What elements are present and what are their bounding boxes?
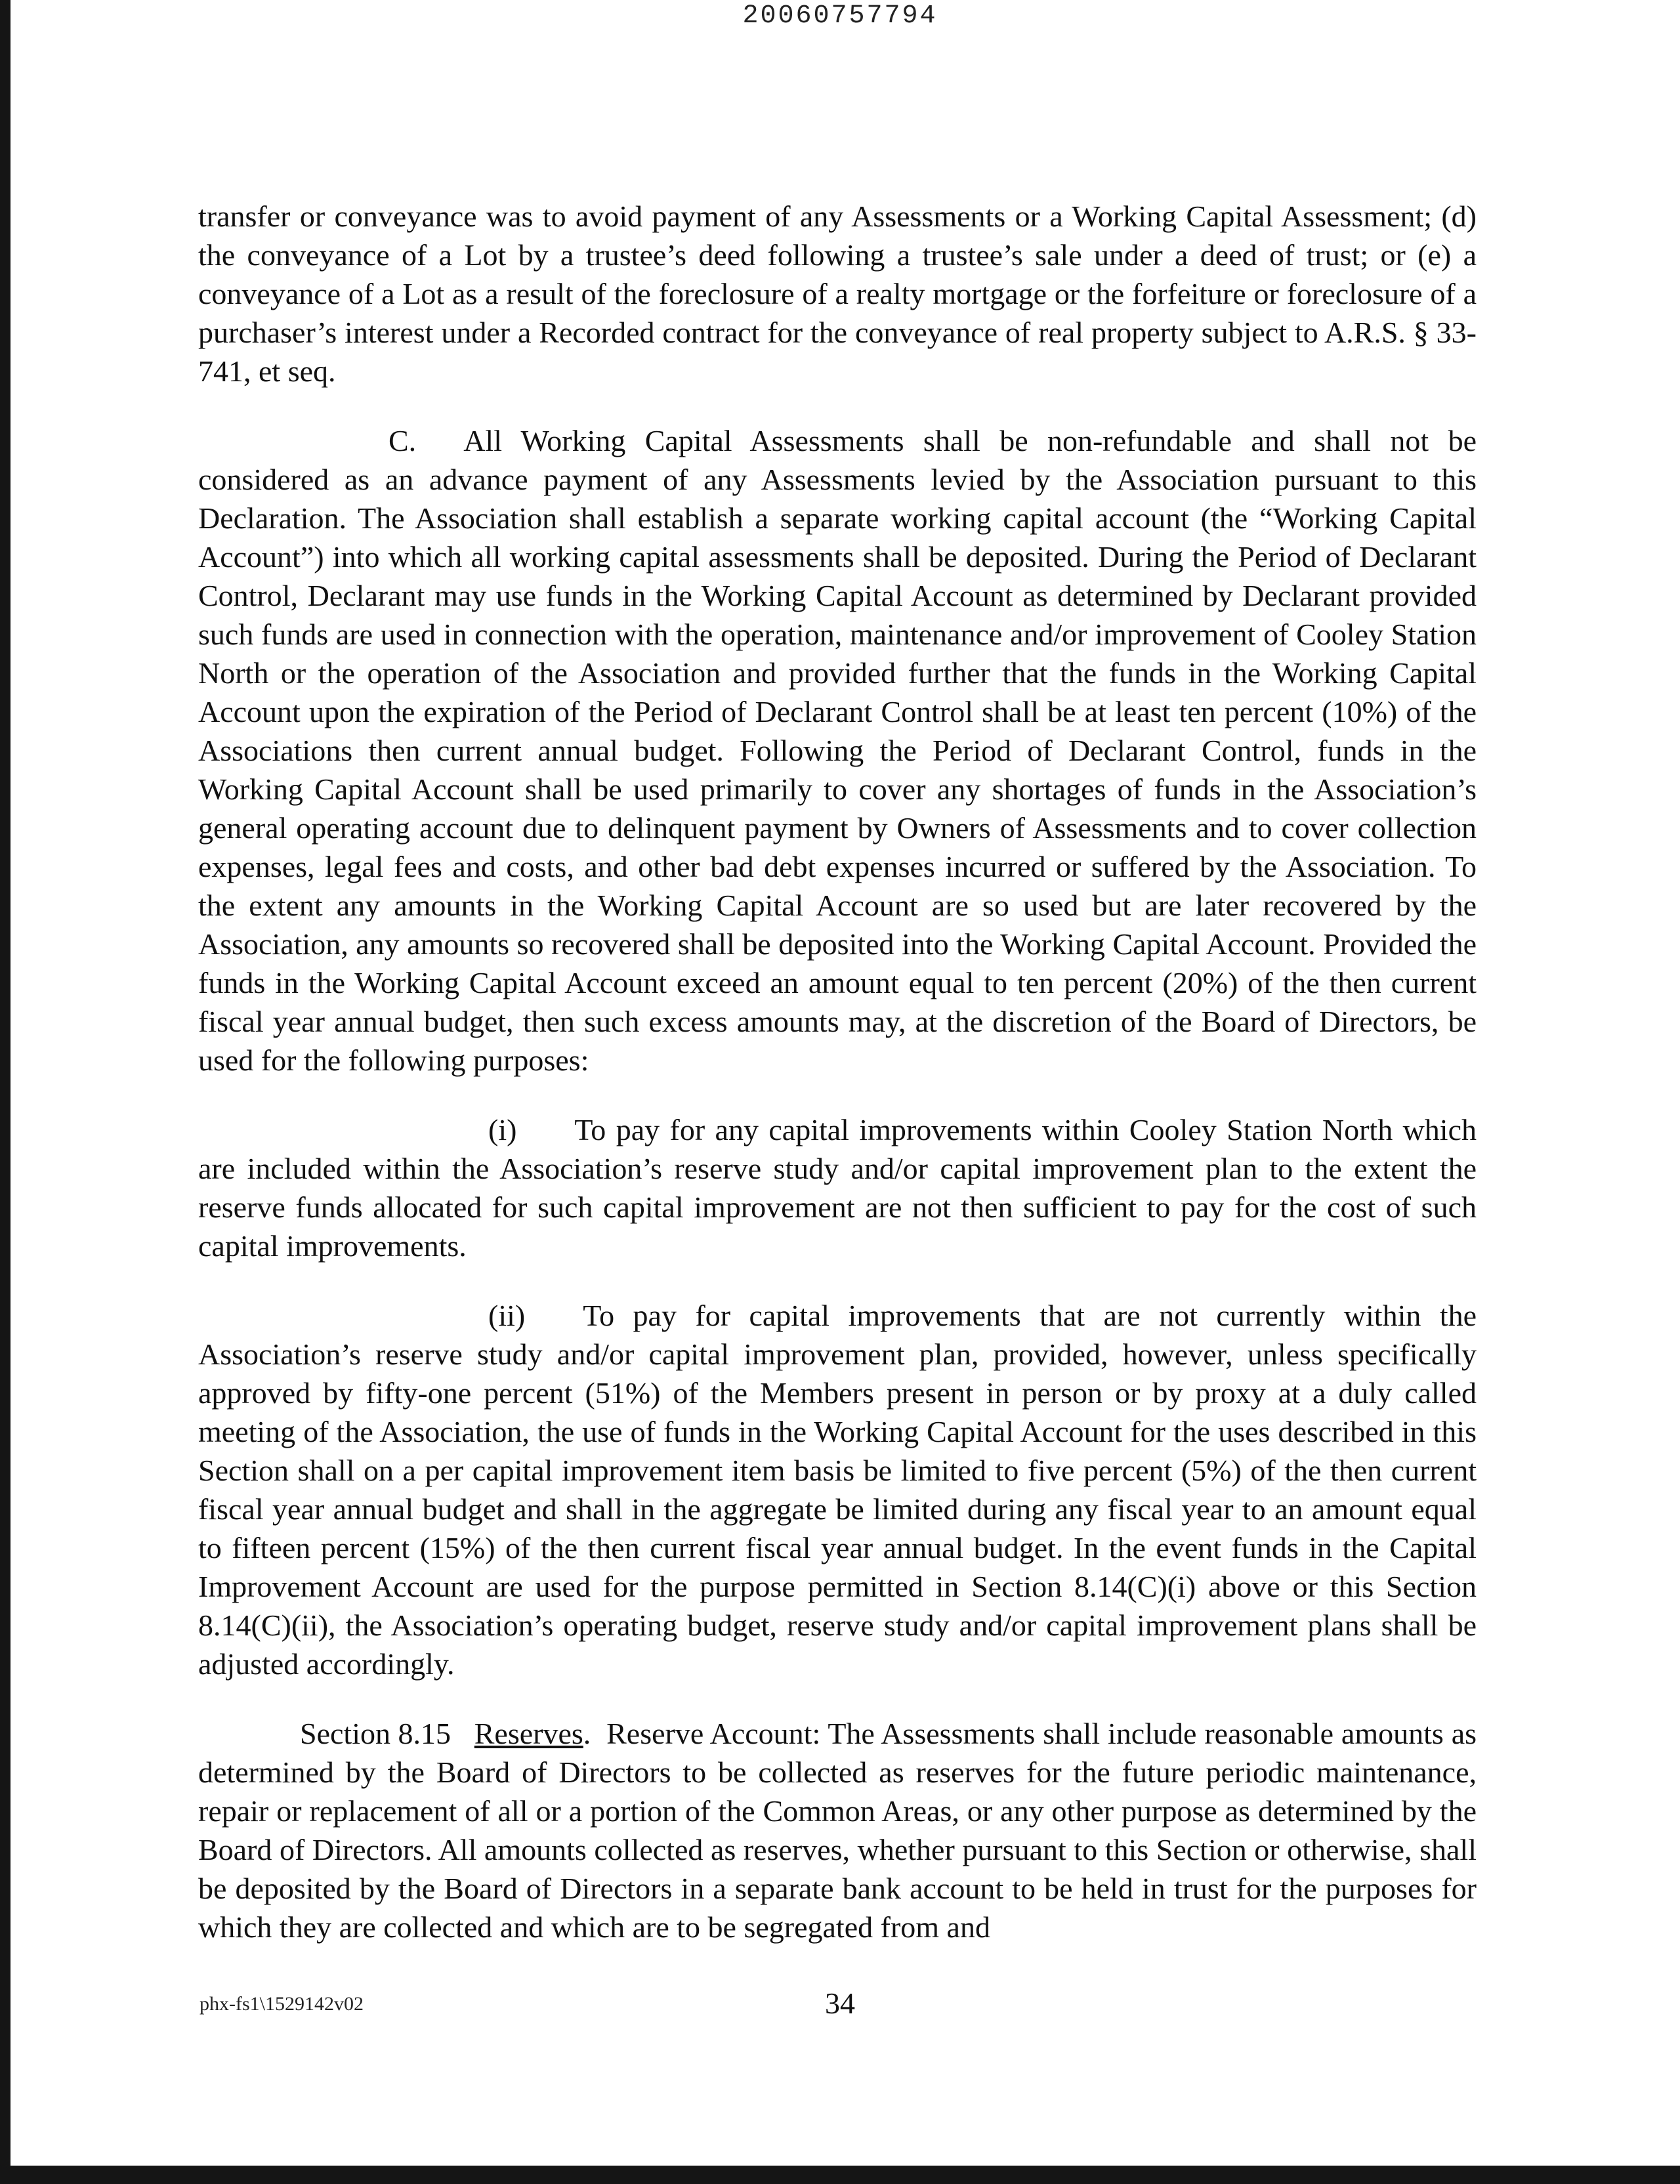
document-number: 20060757794 — [742, 1, 938, 31]
footer-file-id: phx-fs1\1529142v02 — [200, 1993, 364, 2015]
section-8-15-title: Reserves — [474, 1717, 583, 1750]
paragraph-c-text: All Working Capital Assessments shall be non-refundable and shall not be considered as an advance payment of any Assessments levied by the Association pursuant to this Declaration. The Association shall establish a separate working capital account (the “Working Capital Account”) into which all working capital assessments shall be deposited. During the Period of Declarant Control, Declarant may use funds in the Working Capital Account as determined by Declarant provided such funds are used in connection with the operation, maintenance and/or improvement of Cooley Station North or the operation of the Association and provided further that the funds in the Working Capital Account upon the expiration of the Period of Declarant Control shall be at least ten percent (10%) of the Associations then current annual budget. Following the Period of Declarant Control, funds in the Working Capital Account shall be used primarily to cover any shortages of funds in the Association’s general operating account due to delinquent payment by Owners of Assessments and to cover collection expenses, legal fees and costs, and other bad debt expenses incurred or suffered by the Association. To the extent any amounts in the Working Capital Account are so used but are later recovered by the Association, any amounts so recovered shall be deposited into the Working Capital Account. Provided the funds in the Working Capital Account exceed an amount equal to ten percent (20%) of the then current fiscal year annual budget, then such excess amounts may, at the discretion of the Board of Directors, be used for the following purposes: — [198, 424, 1477, 1077]
scan-left-edge — [0, 0, 10, 2184]
paragraph-c-label: C. — [388, 424, 417, 457]
paragraph-i — [198, 1110, 1477, 1265]
paragraph-ii-text: To pay for capital improvements that are not currently within the Association’s reserve study and/or capital improvement plan, provided, however, unless specifically approved by fifty-one percent (51%) of the Members present in person or by proxy at a duly called meeting of the Association, the use of funds in the Working Capital Account for the uses described in this Section shall on a per capital improvement item basis be limited to five percent (5%) of the then current fiscal year annual budget and shall in the aggregate be limited during any fiscal year to an amount equal to fifteen percent (15%) of the then current fiscal year annual budget. In the event funds in the Capital Improvement Account are used for the purpose permitted in Section 8.14(C)(i) above or this Section 8.14(C)(ii), the Association’s operating budget, reserve study and/or capital improvement plans shall be adjusted accordingly. — [198, 1299, 1477, 1681]
paragraph-ii — [198, 1296, 1477, 1683]
paragraph-i-label: (i) — [488, 1113, 517, 1146]
page-body — [198, 197, 1477, 1977]
paragraph-c — [198, 421, 1477, 1080]
section-8-15-text: Reserve Account: The Assessments shall include reasonable amounts as determined by the Board of Directors to be collected as reserves for the future periodic maintenance, repair or replacement of all or a portion of the Common Areas, or any other purpose as determined by the Board of Directors. All amounts collected as reserves, whether pursuant to this Section or otherwise, shall be deposited by the Board of Directors in a separate bank account to be held in trust for the purposes for which they are collected and which are to be segregated from and — [198, 1717, 1477, 1944]
paragraph-i-text: To pay for any capital improvements within Cooley Station North which are included within the Association’s reserve study and/or capital improvement plan to the extent the reserve funds allocated for such capital improvement are not then sufficient to pay for the cost of such capital improvements. — [198, 1113, 1477, 1263]
page-number: 34 — [825, 1986, 855, 2020]
paragraph-ii-label: (ii) — [488, 1299, 526, 1332]
scan-bottom-edge — [0, 2166, 1680, 2184]
section-8-15: Section 8.15 Reserves. Reserve Account: The Assessments shall include reasonable amounts as determined by the Board of Directors to be collected as reserves for the future periodic maintenance, repair or replacement of all or a portion of the Common Areas, or any other purpose as determined by the Board of Directors. All amounts collected as reserves, whether pursuant to this Section or otherwise, shall be deposited by the Board of Directors in a separate bank account to be held in trust for the purposes for which they are collected and which are to be segregated from and — [198, 1714, 1477, 1946]
section-8-15-number: Section 8.15 — [300, 1717, 451, 1750]
paragraph-continuation: transfer or conveyance was to avoid payment of any Assessments or a Working Capital Assessment; (d) the conveyance of a Lot by a trustee’s deed following a trustee’s sale under a deed of trust; or (e) a conveyance of a Lot as a result of the foreclosure of a realty mortgage or the forfeiture or foreclosure of a purchaser’s interest under a Recorded contract for the conveyance of real property subject to A.R.S. § 33-741, et seq. — [198, 200, 1477, 388]
